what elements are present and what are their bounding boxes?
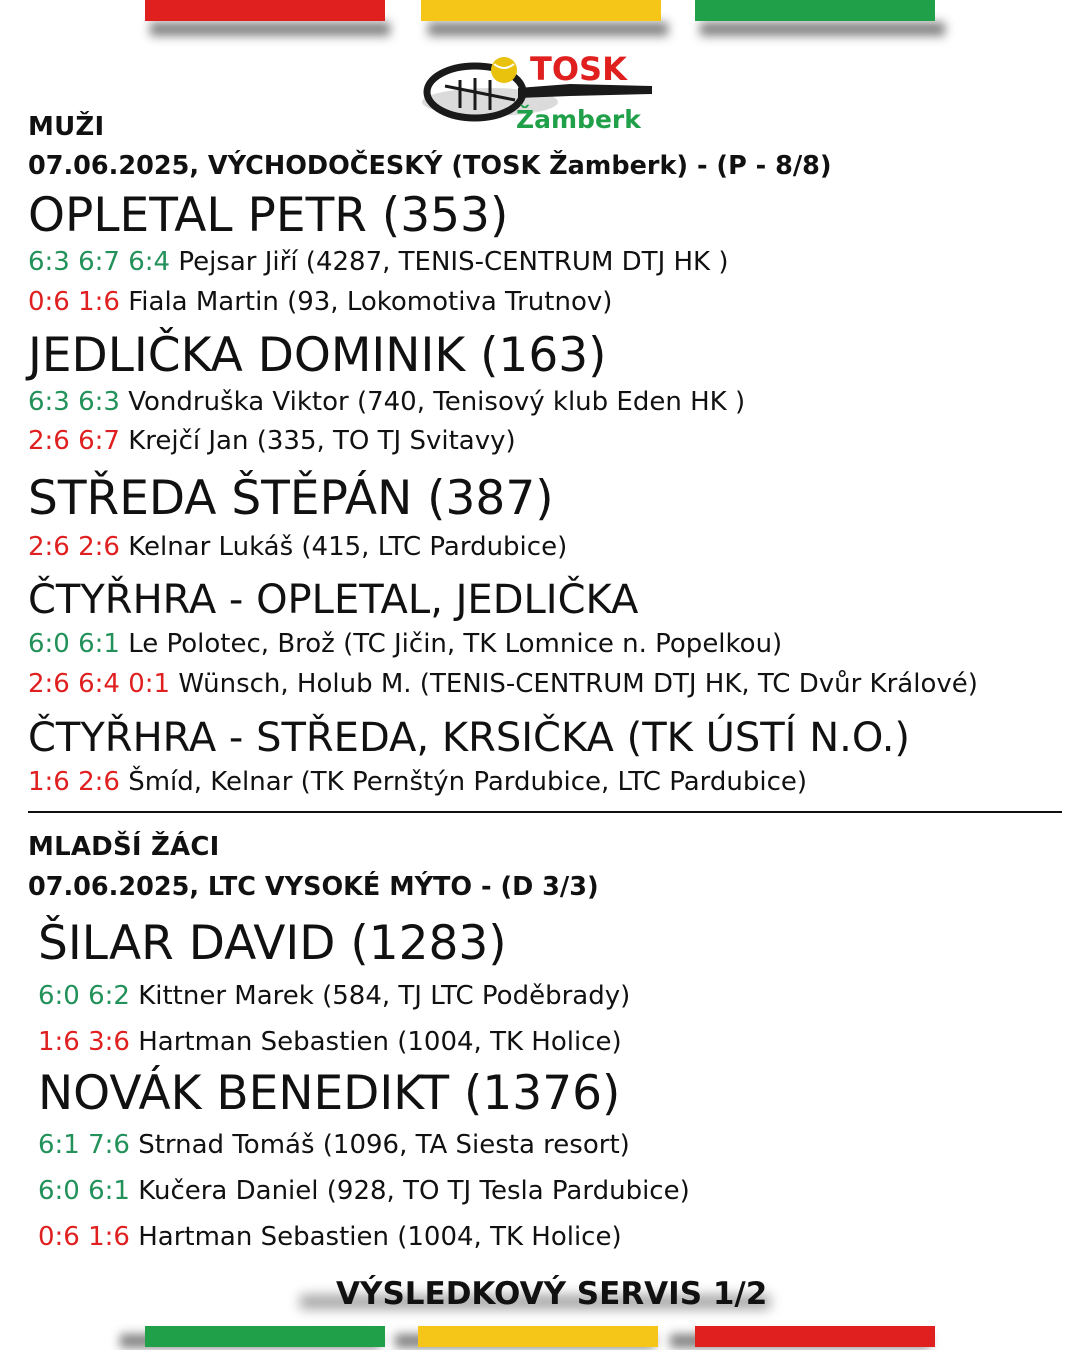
match-row bbox=[38, 1132, 630, 1158]
match-row bbox=[28, 389, 745, 415]
match-opponent: Le Polotec, Brož (TC Jičin, TK Lomnice n. Popelkou) bbox=[128, 629, 783, 659]
match-opponent: Kučera Daniel (928, TO TJ Tesla Pardubice) bbox=[138, 1176, 690, 1206]
logo-text-tosk: TOSK bbox=[530, 50, 627, 88]
doubles-title: ČTYŘHRA - STŘEDA, KRSIČKA (TK ÚSTÍ N.O.) bbox=[28, 715, 911, 761]
section-divider bbox=[28, 811, 1062, 813]
footer-title: VÝSLEDKOVÝ SERVIS 1/2 bbox=[336, 1276, 768, 1312]
bottom-bar-red bbox=[695, 1326, 935, 1347]
match-score: 2:6 6:7 bbox=[28, 426, 120, 456]
section-subtitle-juniors: 07.06.2025, LTC VYSOKÉ MÝTO - (D 3/3) bbox=[28, 872, 599, 902]
match-opponent: Strnad Tomáš (1096, TA Siesta resort) bbox=[138, 1130, 630, 1160]
logo-text-zamberk: Žamberk bbox=[516, 105, 641, 134]
bottom-bar-yellow bbox=[418, 1326, 658, 1347]
match-score: 6:0 6:1 bbox=[38, 1176, 130, 1206]
match-score: 1:6 2:6 bbox=[28, 767, 120, 797]
top-bar-yellow bbox=[421, 0, 661, 21]
section-subtitle-men: 07.06.2025, VÝCHODOČESKÝ (TOSK Žamberk) - (P - 8/8) bbox=[28, 151, 832, 181]
player-name: ŠILAR DAVID (1283) bbox=[38, 916, 507, 971]
match-opponent: Vondruška Viktor (740, Tenisový klub Eden HK ) bbox=[128, 387, 746, 417]
match-score: 6:1 7:6 bbox=[38, 1130, 130, 1160]
match-row bbox=[28, 289, 612, 315]
match-row bbox=[28, 631, 782, 657]
top-bar-green bbox=[695, 0, 935, 21]
match-opponent: Fiala Martin (93, Lokomotiva Trutnov) bbox=[128, 287, 613, 317]
match-opponent: Krejčí Jan (335, TO TJ Svitavy) bbox=[128, 426, 516, 456]
section-title-juniors: MLADŠÍ ŽÁCI bbox=[28, 832, 220, 862]
match-score: 6:3 6:3 bbox=[28, 387, 120, 417]
match-opponent: Šmíd, Kelnar (TK Pernštýn Pardubice, LTC Pardubice) bbox=[128, 767, 808, 797]
player-name: OPLETAL PETR (353) bbox=[28, 188, 509, 243]
match-row bbox=[28, 534, 567, 560]
match-score: 6:0 6:2 bbox=[38, 981, 130, 1011]
doubles-title: ČTYŘHRA - OPLETAL, JEDLIČKA bbox=[28, 577, 639, 623]
match-row bbox=[38, 1178, 690, 1204]
match-score: 2:6 2:6 bbox=[28, 532, 120, 562]
match-opponent: Pejsar Jiří (4287, TENIS-CENTRUM DTJ HK ) bbox=[178, 247, 729, 277]
match-score: 2:6 6:4 0:1 bbox=[28, 669, 171, 699]
match-row bbox=[28, 769, 807, 795]
match-opponent: Kittner Marek (584, TJ LTC Poděbrady) bbox=[138, 981, 631, 1011]
match-opponent: Wünsch, Holub M. (TENIS-CENTRUM DTJ HK, TC Dvůr Králové) bbox=[178, 669, 978, 699]
top-bar-red bbox=[145, 0, 385, 21]
match-score: 6:0 6:1 bbox=[28, 629, 120, 659]
match-opponent: Hartman Sebastien (1004, TK Holice) bbox=[138, 1027, 622, 1057]
player-name: JEDLIČKA DOMINIK (163) bbox=[28, 328, 607, 383]
match-row bbox=[28, 249, 729, 275]
match-row bbox=[38, 1224, 622, 1250]
section-title-men: MUŽI bbox=[28, 112, 105, 142]
bottom-bar-green bbox=[145, 1326, 385, 1347]
match-score: 0:6 1:6 bbox=[28, 287, 120, 317]
player-name: NOVÁK BENEDIKT (1376) bbox=[38, 1066, 621, 1121]
match-score: 6:3 6:7 6:4 bbox=[28, 247, 171, 277]
match-opponent: Hartman Sebastien (1004, TK Holice) bbox=[138, 1222, 622, 1252]
player-name: STŘEDA ŠTĚPÁN (387) bbox=[28, 471, 554, 526]
match-opponent: Kelnar Lukáš (415, LTC Pardubice) bbox=[128, 532, 568, 562]
match-row bbox=[38, 983, 630, 1009]
tennis-racket-ball-icon bbox=[420, 50, 665, 135]
match-row bbox=[28, 428, 516, 454]
match-score: 1:6 3:6 bbox=[38, 1027, 130, 1057]
club-logo bbox=[420, 50, 665, 135]
match-row bbox=[38, 1029, 622, 1055]
match-score: 0:6 1:6 bbox=[38, 1222, 130, 1252]
match-row bbox=[28, 671, 978, 697]
